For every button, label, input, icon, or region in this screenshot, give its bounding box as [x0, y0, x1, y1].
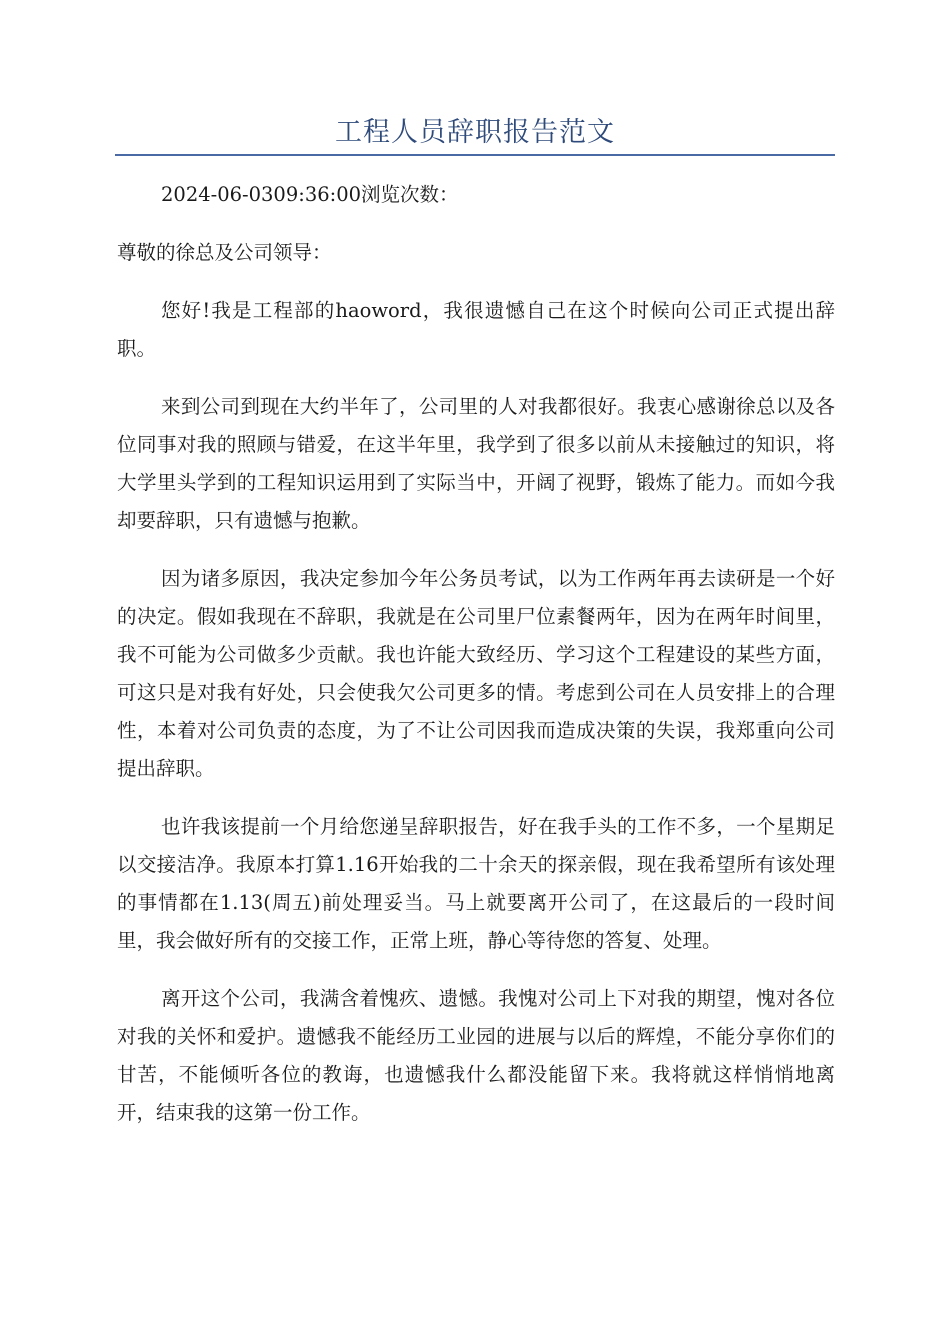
title-underline: [115, 154, 835, 156]
meta-line: 2024-06-0309:36:00浏览次数：: [161, 183, 459, 206]
paragraph-5: 离开这个公司，我满含着愧疚、遗憾。我愧对公司上下对我的期望，愧对各位对我的关怀和爱护。遗憾我不能经历工业园的进展与以后的辉煌，不能分享你们的甘苦，不能倾听各位的教诲，也遗憾我什么都没能留下来。我将就这样悄悄地离开，结束我的这第一份工作。: [117, 987, 835, 1124]
paragraph-1: 您好!我是工程部的haoword，我很遗憾自己在这个时候向公司正式提出辞职。: [117, 299, 835, 360]
document-title: 工程人员辞职报告范文: [335, 117, 615, 148]
paragraph-2: 来到公司到现在大约半年了，公司里的人对我都很好。我衷心感谢徐总以及各位同事对我的照顾与错爱，在这半年里，我学到了很多以前从未接触过的知识，将大学里头学到的工程知识运用到了实际当中，开阔了视野，锻炼了能力。而如今我却要辞职，只有遗憾与抱歉。: [117, 395, 835, 532]
paragraph-4: 也许我该提前一个月给您递呈辞职报告，好在我手头的工作不多，一个星期足以交接洁净。我原本打算1.16开始我的二十余天的探亲假，现在我希望所有该处理的事情都在1.13(周五)前处理妥当。马上就要离开公司了，在这最后的一段时间里，我会做好所有的交接工作，正常上班，静心等待您的答复、处理。: [117, 815, 835, 952]
document-body: [117, 176, 835, 1152]
paragraph-3: 因为诸多原因，我决定参加今年公务员考试，以为工作两年再去读研是一个好的决定。假如我现在不辞职，我就是在公司里尸位素餐两年，因为在两年时间里，我不可能为公司做多少贡献。我也许能大致经历、学习这个工程建设的某些方面，可这只是对我有好处，只会使我欠公司更多的情。考虑到公司在人员安排上的合理性，本着对公司负责的态度，为了不让公司因我而造成决策的失误，我郑重向公司提出辞职。: [117, 567, 835, 780]
salutation: 尊敬的徐总及公司领导：: [117, 241, 332, 264]
